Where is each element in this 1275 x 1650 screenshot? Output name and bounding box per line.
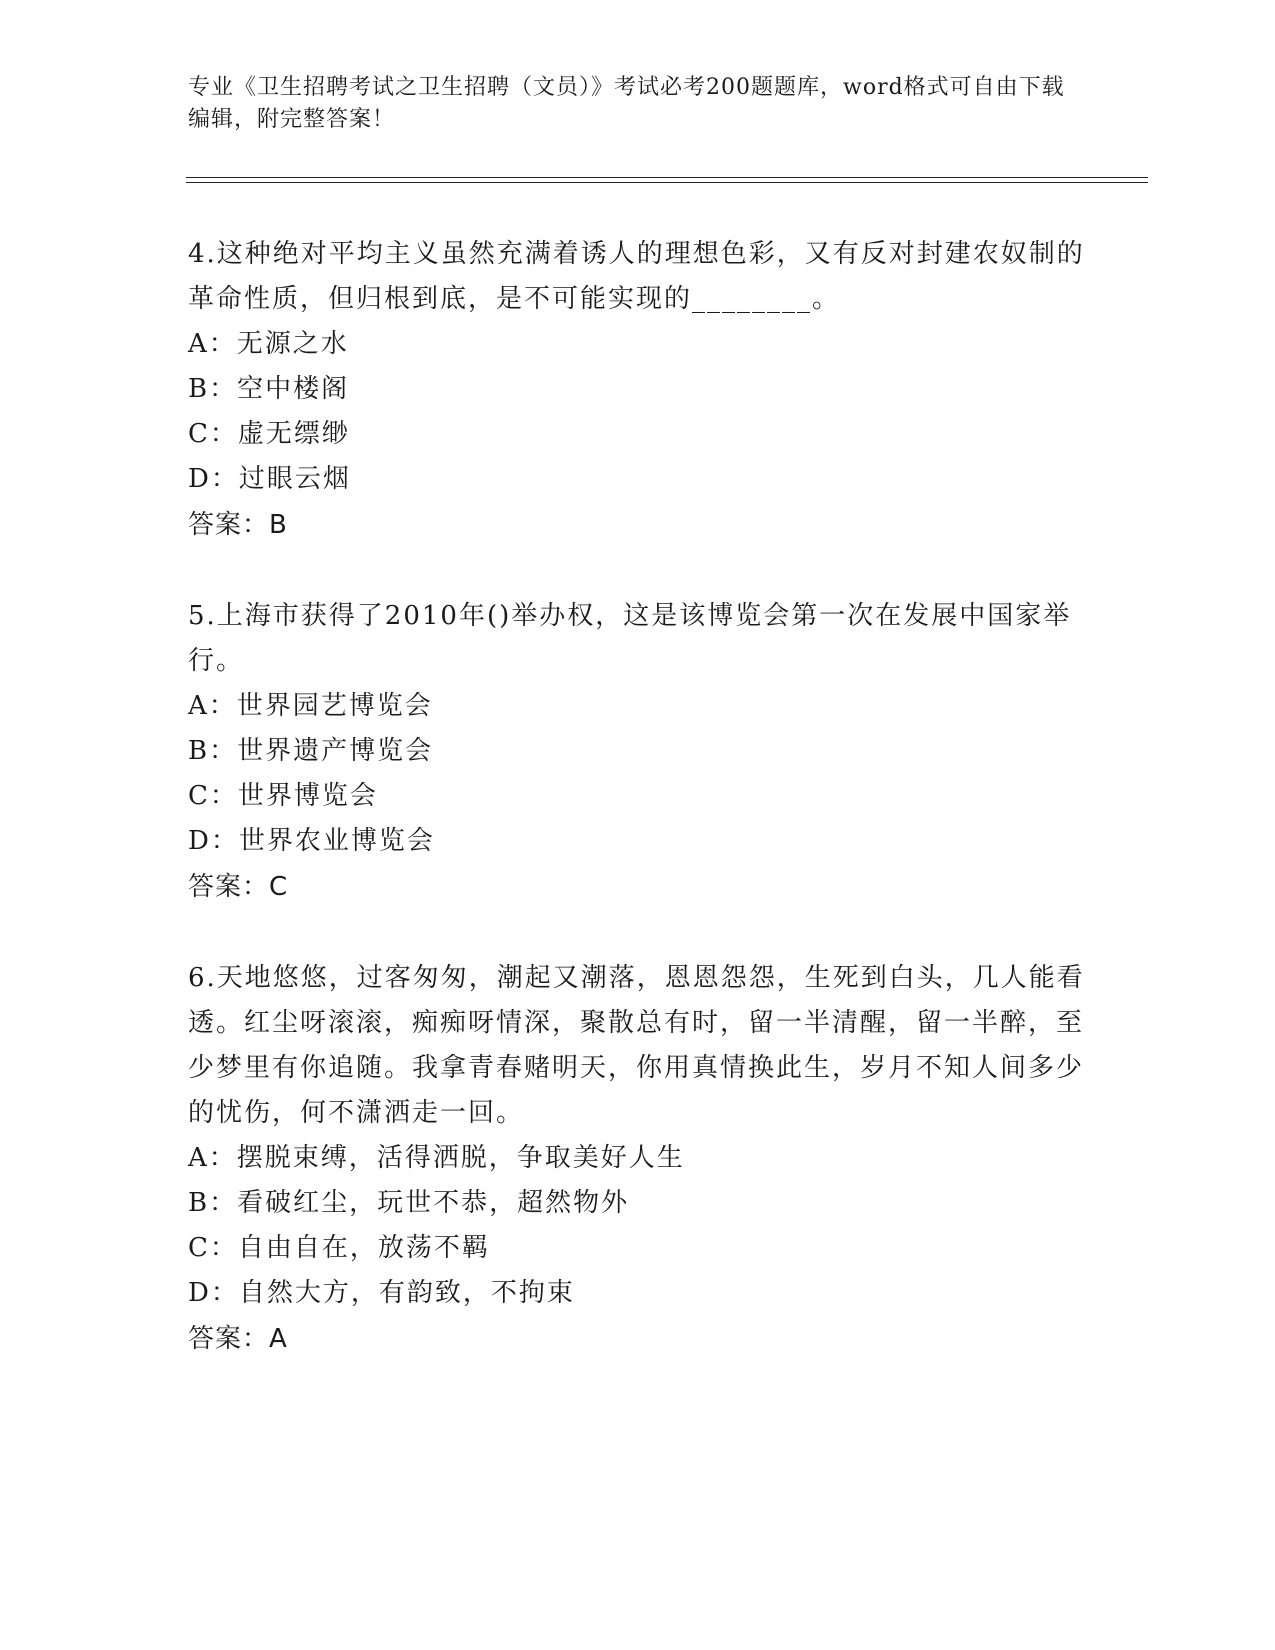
option-text: 摆脱束缚，活得洒脱，争取美好人生 bbox=[236, 1143, 685, 1173]
question-list bbox=[188, 232, 1088, 1408]
option-c bbox=[188, 1226, 1088, 1271]
header-divider-top bbox=[186, 177, 1148, 178]
option-text: 自然大方，有韵致，不拘束 bbox=[238, 1278, 575, 1308]
option-letter: A： bbox=[188, 691, 237, 721]
option-letter: D： bbox=[188, 826, 239, 856]
option-d bbox=[188, 819, 1088, 864]
option-c bbox=[188, 412, 1088, 457]
option-letter: D： bbox=[188, 1278, 239, 1308]
option-text: 世界遗产博览会 bbox=[237, 736, 434, 766]
answer-label: 答案：C bbox=[188, 872, 289, 902]
option-text: 空中楼阁 bbox=[237, 374, 350, 404]
option-letter: B： bbox=[188, 736, 238, 766]
question-5 bbox=[188, 594, 1088, 910]
option-b bbox=[188, 1181, 1088, 1226]
option-letter: B： bbox=[188, 374, 238, 404]
option-b bbox=[188, 729, 1088, 774]
option-d bbox=[188, 1271, 1088, 1316]
option-text: 自由自在，放荡不羁 bbox=[237, 1233, 490, 1263]
option-b bbox=[188, 367, 1088, 412]
option-text: 世界园艺博览会 bbox=[236, 691, 433, 721]
option-letter: C： bbox=[188, 1233, 238, 1263]
option-letter: D： bbox=[188, 464, 239, 494]
question-text: 4.这种绝对平均主义虽然充满着诱人的理想色彩，又有反对封建农奴制的革命性质，但归根到底，是不可能实现的________。 bbox=[188, 239, 1085, 314]
option-c bbox=[188, 774, 1088, 819]
option-letter: C： bbox=[188, 781, 238, 811]
document-intro: 专业《卫生招聘考试之卫生招聘（文员）》考试必考200题题库，word格式可自由下载编辑，附完整答案！ bbox=[188, 75, 1065, 132]
answer-label: 答案：B bbox=[188, 510, 288, 540]
answer-label: 答案：A bbox=[188, 1324, 288, 1354]
option-text: 无源之水 bbox=[236, 329, 349, 359]
option-text: 虚无缥缈 bbox=[237, 419, 350, 449]
option-a bbox=[188, 684, 1088, 729]
option-letter: A： bbox=[188, 329, 237, 359]
option-text: 过眼云烟 bbox=[238, 464, 351, 494]
option-letter: C： bbox=[188, 419, 238, 449]
option-d bbox=[188, 457, 1088, 502]
option-text: 世界农业博览会 bbox=[238, 826, 435, 856]
question-text: 6.天地悠悠，过客匆匆，潮起又潮落，恩恩怨怨，生死到白头，几人能看透。红尘呀滚滚，痴痴呀情深，聚散总有时，留一半清醒，留一半醉，至少梦里有你追随。我拿青春赌明天，你用真情换此生，岁月不知人间多少的忧伤，何不潇洒走一回。 bbox=[188, 963, 1085, 1128]
option-text: 看破红尘，玩世不恭，超然物外 bbox=[237, 1188, 630, 1218]
option-text: 世界博览会 bbox=[237, 781, 378, 811]
option-letter: B： bbox=[188, 1188, 238, 1218]
question-4 bbox=[188, 232, 1088, 548]
option-letter: A： bbox=[188, 1143, 237, 1173]
header-divider-bottom bbox=[186, 182, 1148, 183]
option-a bbox=[188, 322, 1088, 367]
question-text: 5.上海市获得了2010年()举办权，这是该博览会第一次在发展中国家举行。 bbox=[188, 601, 1072, 676]
question-6 bbox=[188, 956, 1088, 1362]
option-a bbox=[188, 1136, 1088, 1181]
